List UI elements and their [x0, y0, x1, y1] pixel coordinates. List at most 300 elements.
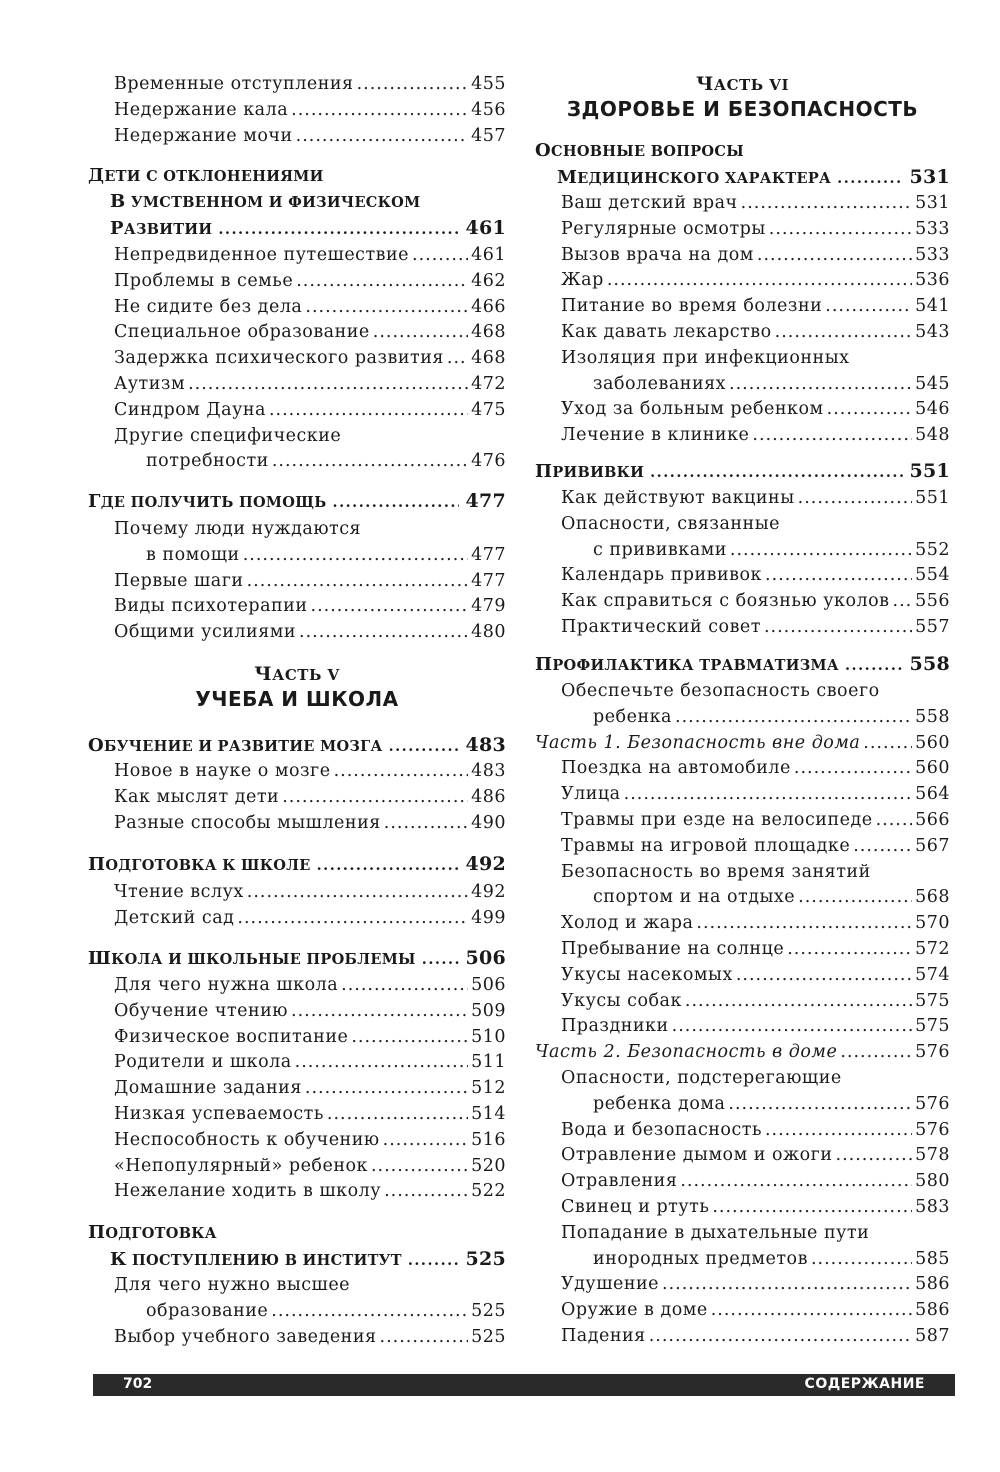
entry-page: 476	[471, 451, 506, 472]
section-heading[interactable]	[88, 851, 506, 877]
section-heading[interactable]	[535, 651, 950, 677]
dot-leader	[371, 1153, 468, 1179]
entry-title: Домашние задания	[114, 1078, 302, 1099]
toc-entry[interactable]	[146, 448, 506, 474]
toc-entry[interactable]	[561, 781, 950, 807]
entry-title: Выбор учебного заведения	[114, 1326, 377, 1347]
entry-title: Почему люди нуждаются	[114, 519, 362, 539]
entry-page: 548	[915, 425, 950, 446]
entry-title: Физическое воспитание	[114, 1026, 349, 1047]
entry-page: 558	[915, 706, 950, 727]
dot-leader	[188, 371, 468, 397]
entry-page: 566	[915, 810, 950, 830]
entry-page: 520	[471, 1155, 506, 1176]
entry-page: 585	[915, 1248, 950, 1269]
toc-entry[interactable]	[593, 884, 950, 910]
section-page: 461	[465, 217, 506, 239]
entry-title: Обучение чтению	[114, 1000, 289, 1021]
toc-entry[interactable]	[561, 345, 950, 371]
toc-entry[interactable]	[114, 516, 506, 542]
toc-entry[interactable]	[561, 562, 950, 588]
entry-title: Вода и безопасность	[561, 1119, 762, 1140]
toc-entry[interactable]	[114, 810, 506, 836]
entry-title: Вызов врача на дом	[561, 244, 754, 265]
entry-page: 456	[471, 99, 506, 120]
entry-title: Как действуют вакцины	[561, 488, 795, 508]
dot-leader	[247, 879, 468, 905]
entry-page: 545	[915, 373, 950, 394]
dot-leader	[380, 1324, 469, 1350]
entry-page: 575	[915, 990, 950, 1011]
entry-page: 551	[915, 488, 950, 508]
entry-title: Отравление дымом и ожоги	[561, 1145, 833, 1166]
toc-entry[interactable]	[535, 1039, 950, 1065]
section-title: ПОДГОТОВКА К ШКОЛЕ	[88, 854, 311, 875]
toc-entry[interactable]	[561, 833, 950, 859]
entry-title: образование	[146, 1300, 269, 1321]
toc-entry[interactable]	[114, 268, 506, 294]
dot-leader	[840, 1039, 912, 1065]
toc-entry[interactable]	[561, 988, 950, 1014]
dot-leader	[863, 730, 912, 756]
entry-title: в помощи	[146, 544, 240, 565]
dot-leader	[408, 1248, 460, 1274]
toc-entry[interactable]	[114, 568, 506, 594]
entry-title: Жар	[561, 270, 604, 291]
dot-leader	[728, 1091, 912, 1117]
dot-leader	[765, 562, 912, 588]
dot-leader	[295, 1049, 468, 1075]
dot-leader	[243, 542, 468, 568]
entry-page: 477	[471, 570, 506, 591]
dot-leader	[282, 784, 468, 810]
entry-title: Травмы на игровой площадке	[561, 835, 851, 856]
dot-leader	[373, 319, 468, 345]
dot-leader	[650, 460, 903, 486]
toc-entry[interactable]	[114, 242, 506, 268]
entry-page: 541	[915, 296, 950, 317]
dot-leader	[672, 1013, 912, 1039]
toc-entry[interactable]	[114, 423, 506, 449]
toc-entry[interactable]	[561, 319, 950, 345]
entry-page: 578	[915, 1145, 950, 1166]
entry-title: Попадание в дыхательные пути	[561, 1222, 870, 1243]
entry-page: 586	[915, 1300, 950, 1321]
entry-title: с прививками	[593, 539, 727, 560]
entry-title: Укусы собак	[561, 990, 682, 1011]
entry-title: Ваш детский врач	[561, 193, 738, 213]
entry-title: Безопасность во время занятий	[561, 861, 871, 882]
toc-entry[interactable]	[114, 998, 506, 1024]
entry-page: 576	[915, 1093, 950, 1114]
entry-page: 472	[471, 374, 506, 394]
toc-entry[interactable]	[561, 190, 950, 216]
dot-leader	[351, 1024, 468, 1050]
entry-page: 574	[915, 964, 950, 985]
entry-title: Родители и школа	[114, 1052, 292, 1073]
dot-leader	[853, 833, 912, 859]
toc-entry[interactable]	[114, 371, 506, 397]
entry-title: Питание во время болезни	[561, 296, 823, 317]
entry-page: 455	[471, 74, 506, 94]
toc-entry[interactable]	[114, 1324, 506, 1350]
section-page: 558	[909, 653, 950, 675]
entry-page: 468	[471, 322, 506, 343]
entry-title: Изоляция при инфекционных	[561, 347, 850, 368]
dot-leader	[752, 422, 912, 448]
entry-page: 477	[471, 544, 506, 565]
entry-page: 512	[471, 1078, 506, 1099]
toc-entry[interactable]	[114, 1049, 506, 1075]
running-section-title: СОДЕРЖАНИЕ	[804, 1376, 925, 1392]
dot-leader	[876, 807, 913, 833]
dot-leader	[412, 242, 468, 268]
dot-leader	[680, 1168, 912, 1194]
entry-title: Новое в науке о мозге	[114, 761, 331, 781]
entry-title: Уход за больным ребенком	[561, 399, 824, 420]
section-title: В УМСТВЕННОМ И ФИЗИЧЕСКОМ	[110, 191, 421, 212]
dot-leader	[334, 758, 469, 784]
toc-entry[interactable]	[561, 807, 950, 833]
toc-entry[interactable]	[114, 97, 506, 123]
entry-page: 475	[471, 399, 506, 420]
toc-entry[interactable]	[561, 1168, 950, 1194]
entry-title: Отравления	[561, 1171, 678, 1192]
dot-leader	[247, 568, 469, 594]
section-heading[interactable]	[110, 189, 506, 215]
entry-page: 552	[915, 539, 950, 560]
entry-page: 580	[915, 1171, 950, 1192]
toc-entry[interactable]	[561, 485, 950, 511]
toc-entry[interactable]	[114, 294, 506, 320]
section-heading[interactable]	[88, 163, 506, 189]
entry-title: Праздники	[561, 1016, 669, 1037]
dot-leader	[357, 71, 469, 97]
entry-page: 514	[471, 1104, 506, 1124]
entry-title: Лечение в клинике	[561, 425, 750, 446]
entry-title: Улица	[561, 784, 621, 805]
entry-title: заболеваниях	[593, 373, 727, 394]
part-label: ЧАСТЬ V	[254, 663, 340, 685]
entry-page: 568	[915, 887, 950, 908]
toc-entry[interactable]	[561, 588, 950, 614]
page-number: 702	[123, 1376, 153, 1392]
toc-entry[interactable]	[561, 511, 950, 537]
entry-page: 533	[915, 218, 950, 239]
dot-leader	[447, 345, 468, 371]
toc-entry[interactable]	[561, 1323, 950, 1349]
entry-title: Оружие в доме	[561, 1300, 708, 1321]
toc-entry[interactable]	[561, 1142, 950, 1168]
dot-leader	[798, 884, 912, 910]
toc-entry[interactable]	[114, 345, 506, 371]
entry-page: 516	[471, 1129, 506, 1150]
entry-page: 490	[471, 812, 506, 833]
dot-leader	[299, 619, 468, 645]
toc-entry[interactable]	[593, 704, 950, 730]
section-heading[interactable]	[557, 164, 950, 190]
dot-leader	[296, 123, 468, 149]
entry-title: спортом и на отдыхе	[593, 887, 796, 908]
entry-title: Поездка на автомобиле	[561, 758, 791, 779]
dot-leader	[741, 190, 912, 216]
dot-leader	[271, 1298, 468, 1324]
toc-entry[interactable]	[561, 1013, 950, 1039]
entry-page: 557	[915, 617, 950, 637]
toc-entry[interactable]	[561, 755, 950, 781]
toc-entry[interactable]	[561, 216, 950, 242]
toc-entry[interactable]	[561, 422, 950, 448]
dot-leader	[384, 1178, 468, 1204]
toc-entry[interactable]	[561, 267, 950, 293]
entry-title: Календарь прививок	[561, 565, 762, 586]
dot-leader	[624, 781, 912, 807]
entry-title: Как справиться с боязнью уколов	[561, 591, 890, 612]
entry-title: Синдром Дауна	[114, 399, 266, 420]
dot-leader	[794, 755, 912, 781]
part-label: ЧАСТЬ VI	[696, 73, 789, 95]
dot-leader	[893, 588, 913, 614]
entry-title: Проблемы в семье	[114, 270, 294, 291]
dot-leader	[736, 962, 912, 988]
part-title: УЧЕБА И ШКОЛА	[195, 687, 399, 711]
entry-page: 546	[915, 399, 950, 420]
entry-page: 480	[471, 622, 506, 643]
dot-leader	[389, 734, 460, 760]
entry-title: Падения	[561, 1326, 646, 1346]
entry-title: Детский сад	[114, 907, 235, 928]
entry-title: Низкая успеваемость	[114, 1104, 324, 1124]
dot-leader	[775, 319, 912, 345]
toc-entry[interactable]	[114, 593, 506, 619]
dot-leader	[341, 972, 468, 998]
entry-title: Неспособность к обучению	[114, 1129, 380, 1150]
dot-leader	[685, 988, 912, 1014]
toc-entry[interactable]	[114, 879, 506, 905]
toc-entry[interactable]	[561, 1194, 950, 1220]
entry-page: 576	[915, 1119, 950, 1140]
section-page: 477	[465, 490, 506, 512]
dot-leader	[811, 1246, 912, 1272]
entry-page: 567	[915, 835, 950, 856]
dot-leader	[675, 704, 912, 730]
toc-entry[interactable]	[114, 905, 506, 931]
toc-entry[interactable]	[114, 1101, 506, 1127]
entry-title: ребенка дома	[593, 1093, 726, 1114]
dot-leader	[765, 1117, 912, 1143]
dot-leader	[798, 485, 912, 511]
entry-title: Недержание мочи	[114, 125, 293, 146]
entry-title: инородных предметов	[593, 1248, 808, 1269]
dot-leader	[729, 371, 912, 397]
entry-page: 511	[471, 1052, 506, 1073]
entry-page: 572	[915, 939, 950, 959]
entry-title: Не сидите без дела	[114, 296, 303, 317]
toc-entry[interactable]	[114, 619, 506, 645]
dot-leader	[311, 593, 469, 619]
entry-title: «Непопулярный» ребенок	[114, 1155, 368, 1176]
entry-page: 556	[915, 591, 950, 612]
entry-page: 509	[471, 1000, 506, 1021]
entry-page: 531	[915, 193, 950, 213]
dot-leader	[291, 97, 468, 123]
entry-title: Опасности, связанные	[561, 513, 781, 534]
toc-entry[interactable]	[561, 962, 950, 988]
dot-leader	[269, 397, 468, 423]
toc-entry[interactable]	[114, 1272, 506, 1298]
section-page: 506	[465, 947, 506, 969]
section-heading[interactable]	[88, 1220, 506, 1246]
entry-title: Специальное образование	[114, 322, 370, 343]
entry-title: Виды психотерапии	[114, 596, 308, 617]
dot-leader	[711, 1297, 912, 1323]
entry-title: Как давать лекарство	[561, 322, 772, 342]
toc-entry[interactable]	[114, 319, 506, 345]
toc-entry[interactable]	[114, 1075, 506, 1101]
entry-title: Укусы насекомых	[561, 964, 733, 985]
toc-entry[interactable]	[561, 1117, 950, 1143]
dot-leader	[383, 1127, 468, 1153]
dot-leader	[757, 242, 912, 268]
toc-entry[interactable]	[114, 1153, 506, 1179]
dot-leader	[845, 653, 903, 679]
entry-title: Аутизм	[114, 374, 186, 394]
section-title: МЕДИЦИНСКОГО ХАРАКТЕРА	[557, 167, 832, 188]
dot-leader	[296, 268, 468, 294]
toc-entry[interactable]	[114, 397, 506, 423]
entry-title: Разные способы мышления	[114, 812, 381, 833]
toc-entry[interactable]	[561, 1297, 950, 1323]
entry-title: Первые шаги	[114, 570, 244, 591]
toc-entry[interactable]	[114, 972, 506, 998]
dot-leader	[764, 614, 912, 640]
section-title: К ПОСТУПЛЕНИЮ В ИНСТИТУТ	[110, 1249, 402, 1270]
section-heading[interactable]	[110, 215, 506, 241]
entry-title: Обеспечьте безопасность своего	[561, 681, 880, 701]
entry-page: 536	[915, 270, 950, 291]
section-heading[interactable]	[535, 138, 950, 164]
entry-page: 525	[471, 1300, 506, 1321]
entry-page: 570	[915, 913, 950, 934]
entry-page: 525	[471, 1326, 506, 1347]
toc-entry[interactable]	[535, 730, 950, 756]
dot-leader	[422, 947, 460, 973]
dot-leader	[837, 166, 903, 192]
toc-entry[interactable]	[114, 1024, 506, 1050]
entry-page: 564	[915, 784, 950, 805]
entry-page: 587	[915, 1326, 950, 1346]
toc-entry[interactable]	[114, 758, 506, 784]
toc-entry[interactable]	[561, 242, 950, 268]
section-heading[interactable]	[110, 1246, 506, 1272]
entry-title: Для чего нужно высшее	[114, 1275, 351, 1295]
section-heading[interactable]	[88, 945, 506, 971]
entry-page: 483	[471, 761, 506, 781]
dot-leader	[649, 1323, 912, 1349]
toc-entry[interactable]	[561, 1271, 950, 1297]
entry-page: 560	[915, 758, 950, 779]
toc-entry[interactable]	[561, 614, 950, 640]
dot-leader	[218, 217, 459, 243]
entry-page: 510	[471, 1026, 506, 1047]
dot-leader	[305, 294, 468, 320]
dot-leader	[712, 1194, 912, 1220]
entry-page: 543	[915, 322, 950, 342]
dot-leader	[787, 936, 912, 962]
entry-title: Травмы при езде на велосипеде	[561, 810, 873, 830]
entry-title: Нежелание ходить в школу	[114, 1181, 382, 1202]
toc-entry[interactable]	[114, 123, 506, 149]
dot-leader	[662, 1271, 912, 1297]
dot-leader	[769, 216, 912, 242]
section-page: 492	[465, 853, 506, 875]
toc-entry[interactable]	[561, 678, 950, 704]
entry-page: 575	[915, 1016, 950, 1037]
toc-entry[interactable]	[114, 1178, 506, 1204]
toc-entry[interactable]	[146, 1298, 506, 1324]
toc-entry[interactable]	[561, 396, 950, 422]
toc-entry[interactable]	[561, 936, 950, 962]
entry-title: Опасности, подстерегающие	[561, 1068, 842, 1088]
dot-leader	[825, 293, 912, 319]
toc-entry[interactable]	[561, 859, 950, 885]
entry-page: 492	[471, 882, 506, 902]
section-title: ДЕТИ С ОТКЛОНЕНИЯМИ	[88, 165, 324, 186]
toc-entry[interactable]	[561, 1220, 950, 1246]
entry-title: Свинец и ртуть	[561, 1197, 710, 1217]
section-heading[interactable]	[535, 458, 950, 484]
entry-title: Временные отступления	[114, 74, 354, 94]
toc-entry[interactable]	[593, 1091, 950, 1117]
entry-title: Пребывание на солнце	[561, 939, 785, 959]
toc-entry[interactable]	[561, 293, 950, 319]
dot-leader	[237, 905, 468, 931]
toc-entry[interactable]	[114, 1127, 506, 1153]
dot-leader	[827, 396, 912, 422]
section-heading[interactable]	[88, 732, 506, 758]
entry-page: 468	[471, 348, 506, 369]
section-heading[interactable]	[88, 488, 506, 514]
entry-page: 586	[915, 1274, 950, 1295]
toc-entry[interactable]	[114, 784, 506, 810]
entry-title: Часть 1. Безопасность вне дома	[535, 732, 861, 753]
toc-entry[interactable]	[114, 71, 506, 97]
section-page: 483	[465, 734, 506, 756]
entry-page: 499	[471, 907, 506, 928]
toc-entry[interactable]	[146, 542, 506, 568]
toc-entry[interactable]	[593, 1246, 950, 1272]
toc-entry[interactable]	[561, 1065, 950, 1091]
dot-leader	[696, 910, 912, 936]
entry-title: Практический совет	[561, 617, 761, 637]
dot-leader	[384, 810, 468, 836]
entry-page: 583	[915, 1197, 950, 1217]
section-title: ГДЕ ПОЛУЧИТЬ ПОМОЩЬ	[88, 491, 327, 512]
dot-leader	[317, 853, 460, 879]
entry-page: 479	[471, 596, 506, 617]
entry-title: Удушение	[561, 1274, 660, 1295]
entry-page: 576	[915, 1042, 950, 1063]
entry-title: Общими усилиями	[114, 622, 297, 643]
toc-entry[interactable]	[593, 537, 950, 563]
entry-page: 486	[471, 786, 506, 807]
entry-page: 533	[915, 244, 950, 265]
toc-entry[interactable]	[561, 910, 950, 936]
dot-leader	[305, 1075, 468, 1101]
entry-title: Регулярные осмотры	[561, 218, 766, 239]
toc-entry[interactable]	[593, 371, 950, 397]
entry-title: Как мыслят дети	[114, 786, 280, 807]
